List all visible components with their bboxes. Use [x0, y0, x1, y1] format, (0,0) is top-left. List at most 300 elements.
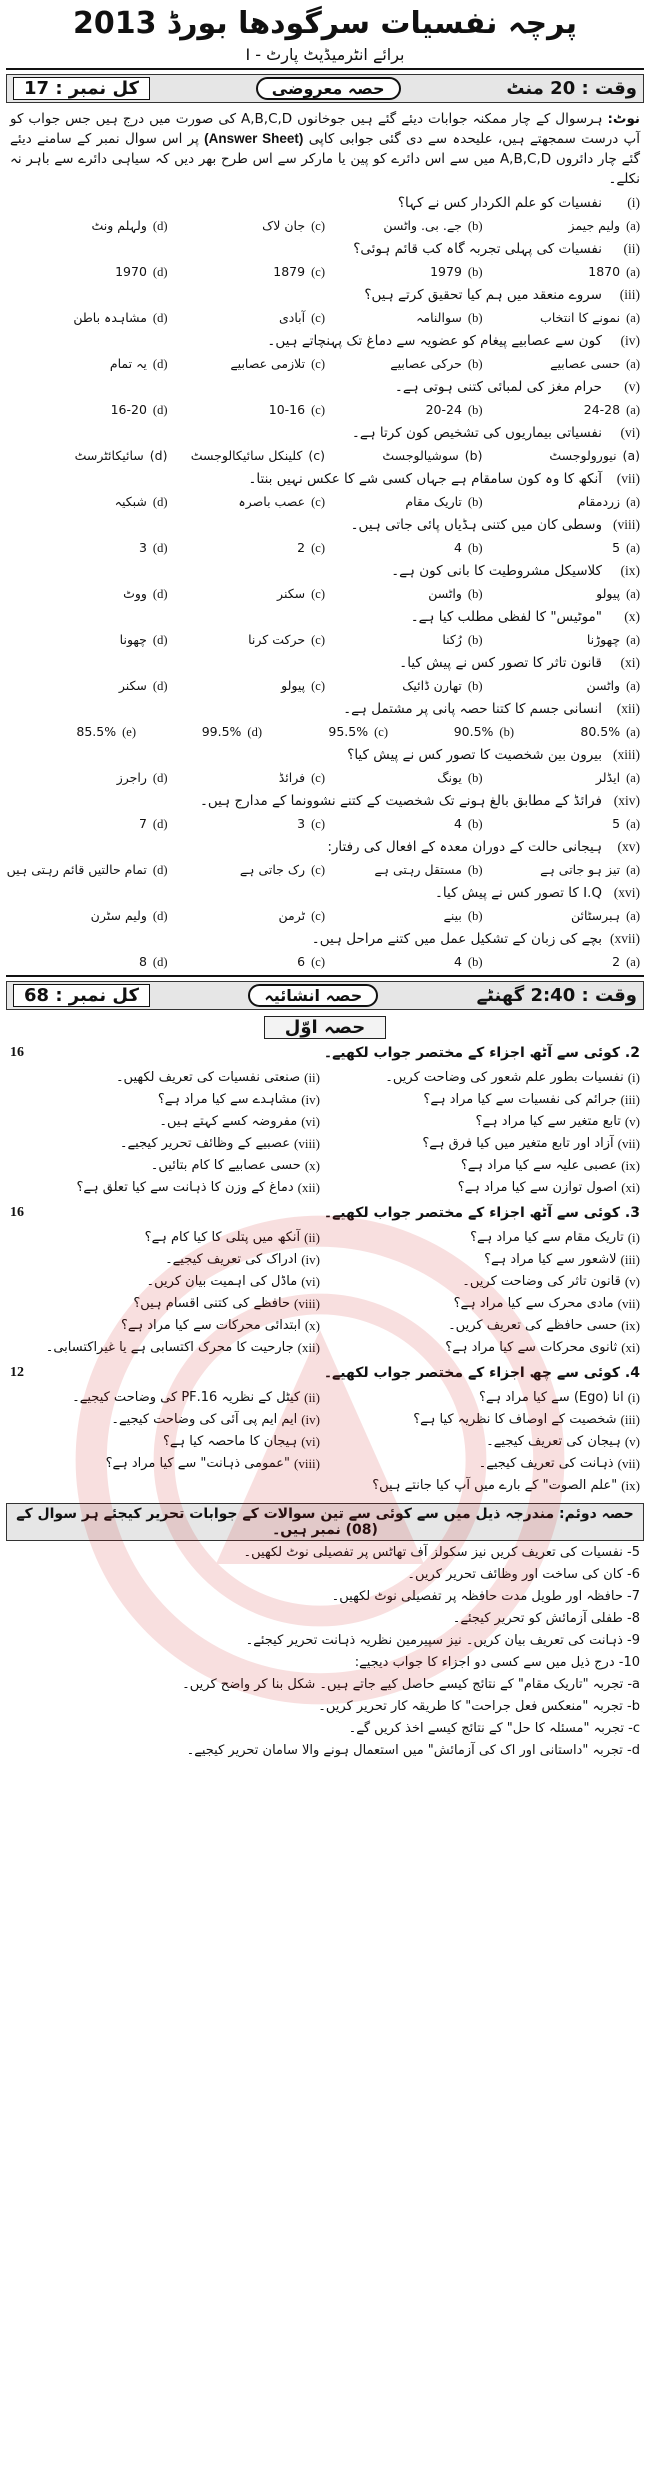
mcq-option	[168, 953, 326, 971]
question-text: سروے منعقد میں ہم کیا تحقیق کرتے ہیں؟	[364, 287, 602, 303]
mcq-option	[483, 953, 641, 971]
option-text: راجرز	[116, 770, 147, 785]
mcq-option	[168, 585, 326, 603]
mcq-question	[10, 883, 640, 903]
question-number: (v)	[624, 1114, 640, 1129]
question-number: (viii)	[294, 1136, 320, 1151]
question-text: ادراک کی تعریف کیجیے۔	[165, 1252, 298, 1267]
question-number: (vii)	[617, 1136, 640, 1151]
question-text: اصول توازن سے کیا مراد ہے؟	[457, 1180, 618, 1195]
mcq-options	[10, 723, 640, 741]
question-text: مشاہدے سے کیا مراد ہے؟	[157, 1092, 298, 1107]
option-text: رُکنا	[442, 632, 462, 647]
mcq-option	[325, 677, 483, 695]
option-letter: (c)	[311, 541, 325, 555]
question-text: قانون تاثر کی وضاحت کریں۔	[462, 1274, 621, 1289]
mcq-question	[10, 561, 640, 581]
mcq-option	[10, 401, 168, 419]
question-number: (vi)	[620, 425, 640, 440]
question-text: ہیجانی حالت کے دوران معدہ کے افعال کی رفتار:	[327, 839, 602, 855]
question-number: (vii)	[616, 471, 640, 486]
question-group-heading	[10, 1045, 640, 1061]
mcq-options	[10, 447, 640, 465]
option-text: حسی عصابیے	[550, 356, 621, 371]
question-number: (ix)	[620, 563, 640, 578]
note-answer-sheet: (Answer Sheet)	[204, 131, 304, 146]
mcq-option	[483, 861, 641, 879]
mcq-option	[483, 447, 641, 465]
option-text: ووٹ	[123, 586, 147, 601]
mcq-options	[10, 631, 640, 649]
option-letter: (a)	[626, 633, 640, 647]
question-text: وسطی کان میں کتنی ہڈیاں پائی جاتی ہیں۔	[350, 517, 602, 533]
question-text: کلاسیکل مشروطیت کا بانی کون ہے۔	[391, 563, 602, 579]
question-number: (i)	[627, 195, 640, 210]
short-question	[330, 1409, 640, 1431]
long-question: 5- نفسیات کی تعریف کریں نیز سکولز آف تھاٹس پر تفصیلی نوٹ لکھیں۔	[243, 1545, 640, 1560]
option-letter: (b)	[467, 771, 483, 785]
option-letter: (a)	[626, 817, 640, 831]
mcq-option	[483, 217, 641, 235]
option-letter: (b)	[467, 909, 483, 923]
option-letter: (d)	[152, 495, 168, 509]
option-text: نیورولوجسٹ	[549, 448, 617, 463]
option-text: سکنر	[277, 586, 306, 601]
option-text: تاریک مقام	[405, 494, 462, 509]
option-letter: (a)	[626, 725, 640, 739]
option-text: سوالنامہ	[416, 310, 462, 325]
mcq-option	[168, 907, 326, 925]
option-letter: (c)	[311, 817, 325, 831]
question-number: (v)	[624, 1274, 640, 1289]
mcq-option	[10, 953, 168, 971]
option-letter: (c)	[311, 955, 325, 969]
short-question	[330, 1111, 640, 1133]
option-text: 24-28	[583, 402, 621, 417]
option-letter: (d)	[152, 909, 168, 923]
question-text: دماغ کے وزن کا ذہانت سے کیا تعلق ہے؟	[76, 1180, 294, 1195]
mcq-option	[325, 769, 483, 787]
question-text: ثانوی محرکات سے کیا مراد ہے؟	[445, 1340, 618, 1355]
mcq-option	[483, 631, 641, 649]
question-number: (vii)	[617, 1456, 640, 1471]
question-number: (xvii)	[609, 931, 640, 946]
option-letter: (c)	[311, 771, 325, 785]
long-question-list	[0, 1543, 650, 1761]
divider	[6, 975, 644, 977]
question-text: ابتدائی محرکات سے کیا مراد ہے؟	[120, 1318, 301, 1333]
option-text: 4	[453, 540, 462, 555]
mcq-option	[483, 677, 641, 695]
mcq-option	[10, 263, 168, 281]
mcq-option	[10, 815, 168, 833]
mcq-option	[168, 769, 326, 787]
question-text: عصبی علیہ سے کیا مراد ہے؟	[460, 1158, 618, 1173]
question-text: فرائڈ کے مطابق بالغ ہونے تک شخصیت کے کتنے نشوونما کے مدارج ہیں۔	[200, 793, 602, 809]
option-letter: (c)	[311, 265, 325, 279]
objective-title: حصہ معروضی	[256, 77, 401, 100]
note-rest: پر اس سوال نمبر کے سامنے دیئے گئے چار دائروں A,B,C,D میں سے اس دائرے کو پین یا مارکر سے اس طرح بھر دیں کہ سیاہی دائرے سے باہر نہ نکلے۔	[10, 131, 640, 187]
question-number: (ii)	[304, 1230, 320, 1245]
option-text: 5	[612, 540, 621, 555]
mcq-question	[10, 837, 640, 857]
question-number: (x)	[304, 1318, 320, 1333]
mcq-option	[168, 355, 326, 373]
option-text: 4	[453, 954, 462, 969]
question-number: (x)	[304, 1158, 320, 1173]
option-letter: (d)	[152, 587, 168, 601]
option-letter: (c)	[311, 357, 325, 371]
option-text: ولیم سٹرن	[90, 908, 147, 923]
option-text: واٹسن	[586, 678, 621, 693]
question-number: (xii)	[297, 1340, 320, 1355]
mcq-list	[0, 193, 650, 971]
mcq-option	[168, 309, 326, 327]
short-question	[10, 1387, 320, 1409]
option-letter: (b)	[464, 448, 483, 463]
mcq-option	[325, 907, 483, 925]
mcq-question	[10, 423, 640, 443]
question-number: (iv)	[620, 333, 640, 348]
mcq-option	[10, 493, 168, 511]
option-text: سوشیالوجسٹ	[382, 448, 459, 463]
option-letter: (d)	[149, 448, 168, 463]
option-text: زردمقام	[577, 494, 621, 509]
option-letter: (d)	[152, 219, 168, 233]
option-text: تمام حالتیں قائم رہتی ہیں	[6, 862, 147, 877]
question-number: (ix)	[621, 1158, 640, 1173]
option-text: 95.5%	[328, 724, 369, 739]
option-letter: (b)	[467, 265, 483, 279]
long-question: 9- ذہانت کی تعریف بیان کریں۔ نیز سپیرمین نظریہ ذہانت تحریر کیجئے۔	[245, 1633, 640, 1648]
option-letter: (b)	[467, 357, 483, 371]
mcq-option	[6, 861, 168, 879]
short-question	[330, 1271, 640, 1293]
option-letter: (b)	[467, 863, 483, 877]
group-head-text: 4. کوئی سے چھ اجزاء کے مختصر جواب لکھیے۔	[323, 1365, 640, 1381]
short-question	[330, 1177, 640, 1199]
option-text: 4	[453, 816, 462, 831]
question-text: نفسیات بطور علم شعور کی وضاحت کریں۔	[385, 1070, 624, 1085]
question-number: (viii)	[612, 517, 640, 532]
option-text: پیولو	[281, 678, 306, 693]
question-number: (iii)	[619, 287, 640, 302]
mcq-option	[168, 631, 326, 649]
short-question	[10, 1337, 320, 1359]
objective-marks: کل نمبر : 17	[13, 77, 150, 100]
option-letter: (a)	[626, 495, 640, 509]
question-number: (iv)	[301, 1412, 320, 1427]
mcq-options	[10, 769, 640, 787]
question-number: (xiii)	[612, 747, 640, 762]
question-number: (i)	[627, 1070, 640, 1085]
question-number: (viii)	[294, 1456, 320, 1471]
part1-heading	[0, 1016, 650, 1039]
mcq-question	[10, 653, 640, 673]
short-question	[330, 1453, 640, 1475]
short-question	[10, 1249, 320, 1271]
option-text: مشاہدہ باطن	[73, 310, 147, 325]
question-number: (i)	[627, 1390, 640, 1405]
option-text: چھونا	[119, 632, 147, 647]
option-text: سکنر	[118, 678, 147, 693]
question-text: تابع متغیر سے کیا مراد ہے؟	[475, 1114, 621, 1129]
question-number: (i)	[627, 1230, 640, 1245]
mcq-question	[10, 239, 640, 259]
option-letter: (d)	[152, 311, 168, 325]
mcq-option	[483, 815, 641, 833]
question-text: مفروضہ کسے کہتے ہیں۔	[159, 1114, 298, 1129]
question-text: انا (Ego) سے کیا مراد ہے؟	[479, 1390, 624, 1405]
option-text: کلینکل سائیکالوجسٹ	[190, 448, 303, 463]
question-text: آزاد اور تابع متغیر میں کیا فرق ہے؟	[422, 1136, 614, 1151]
question-text: حرام مغز کی لمبائی کتنی ہوتی ہے۔	[394, 379, 602, 395]
mcq-question	[10, 745, 640, 765]
option-letter: (b)	[467, 633, 483, 647]
question-text: مادی محرک سے کیا مراد ہے؟	[453, 1296, 614, 1311]
question-number: (v)	[624, 1434, 640, 1449]
option-text: 90.5%	[453, 724, 494, 739]
option-letter: (c)	[311, 679, 325, 693]
short-question	[330, 1227, 640, 1249]
mcq-option	[136, 723, 262, 741]
mcq-options	[10, 309, 640, 327]
short-question	[330, 1249, 640, 1271]
option-text: 99.5%	[201, 724, 242, 739]
short-question	[330, 1089, 640, 1111]
group-head-text: 2. کوئی سے آٹھ اجزاء کے مختصر جواب لکھیے۔	[323, 1045, 640, 1061]
option-letter: (e)	[122, 725, 136, 739]
mcq-option	[10, 217, 168, 235]
option-text: ولہلم ونٹ	[91, 218, 147, 233]
option-letter: (a)	[626, 265, 640, 279]
question-text: تاریک مقام سے کیا مراد ہے؟	[470, 1230, 624, 1245]
mcq-option	[483, 355, 641, 373]
short-question	[10, 1227, 320, 1249]
option-text: مستقل رہتی ہے	[374, 862, 462, 877]
long-question: a- تجربہ "تاریک مقام" کے نتائج کیسے حاصل کیے جاتے ہیں۔ شکل بنا کر واضح کریں۔	[182, 1677, 640, 1692]
option-text: 1970	[115, 264, 147, 279]
option-text: پیولو	[596, 586, 621, 601]
mcq-option	[483, 263, 641, 281]
option-text: جان لاک	[262, 218, 306, 233]
question-group-heading	[10, 1205, 640, 1221]
option-text: تھارن ڈائیک	[402, 678, 462, 693]
mcq-question	[10, 469, 640, 489]
mcq-option	[325, 263, 483, 281]
question-group-heading	[10, 1365, 640, 1381]
question-text: شخصیت کے اوصاف کا نظریہ کیا ہے؟	[413, 1412, 617, 1427]
mcq-options	[10, 355, 640, 373]
long-question: b- تجربہ "منعکس فعل جراحت" کا طریقہ کار تحریر کریں۔	[318, 1699, 640, 1714]
option-letter: (b)	[467, 955, 483, 969]
option-text: 5	[612, 816, 621, 831]
mcq-option	[483, 769, 641, 787]
question-grid	[10, 1067, 640, 1199]
mcq-option	[10, 309, 168, 327]
option-letter: (d)	[152, 817, 168, 831]
option-letter: (c)	[311, 863, 325, 877]
question-number: (v)	[624, 379, 640, 394]
long-question: d- تجربہ "داستانی اور اک کی آزمائش" میں استعمال ہونے والا سامان تحریر کیجیے۔	[186, 1743, 640, 1758]
short-question	[330, 1293, 640, 1315]
short-question	[10, 1315, 320, 1337]
question-text: "علم الصوت" کے بارے میں آپ کیا جانتے ہیں؟	[372, 1478, 618, 1493]
mcq-options	[10, 907, 640, 925]
mcq-option	[168, 815, 326, 833]
question-text: کون سے عصابیے پیغام کو عضویہ سے دماغ تک پہنچاتے ہیں۔	[267, 333, 602, 349]
part1-title: حصہ اوّل	[264, 1016, 387, 1039]
option-letter: (b)	[467, 403, 483, 417]
option-text: ہبرسٹائن	[571, 908, 621, 923]
mcq-options	[10, 585, 640, 603]
option-text: حرکی عصابیے	[390, 356, 462, 371]
mcq-options	[10, 953, 640, 971]
mcq-option	[10, 539, 168, 557]
mcq-option	[483, 401, 641, 419]
option-letter: (c)	[311, 403, 325, 417]
short-question	[10, 1453, 320, 1475]
option-text: حرکت کرنا	[248, 632, 306, 647]
objective-header-band	[6, 74, 644, 103]
option-letter: (b)	[467, 541, 483, 555]
question-number: (xi)	[621, 1180, 640, 1195]
short-question	[10, 1271, 320, 1293]
objective-time: وقت : 20 منٹ	[506, 78, 637, 99]
question-text: حسی عصابیے کا کام بتائیں۔	[150, 1158, 301, 1173]
question-text: نفسیات کو علم الکردار کس نے کہا؟	[397, 195, 602, 211]
mcq-option	[483, 539, 641, 557]
question-text: آنکھ کا وہ کون سامقام ہے جہاں کسی شے کا عکس نہیں بنتا۔	[248, 471, 602, 487]
mcq-option	[325, 815, 483, 833]
mcq-option	[10, 677, 168, 695]
option-text: 6	[297, 954, 306, 969]
mcq-option	[483, 493, 641, 511]
mcq-option	[168, 401, 326, 419]
option-letter: (a)	[626, 863, 640, 877]
option-letter: (d)	[152, 403, 168, 417]
mcq-question	[10, 285, 640, 305]
question-text: نفسیات کی پہلی تجربہ گاہ کب قائم ہوئی؟	[353, 241, 602, 257]
option-text: 16-20	[110, 402, 147, 417]
mcq-question	[10, 607, 640, 627]
option-text: 3	[138, 540, 147, 555]
question-number: (xi)	[621, 1340, 640, 1355]
mcq-option	[10, 585, 168, 603]
option-letter: (a)	[626, 679, 640, 693]
mcq-option	[325, 447, 483, 465]
option-text: 1870	[588, 264, 621, 279]
mcq-option	[388, 723, 514, 741]
short-question	[10, 1177, 320, 1199]
question-number: (iii)	[620, 1412, 640, 1427]
short-question	[10, 1089, 320, 1111]
mcq-options	[10, 493, 640, 511]
question-text: بیرون بین شخصیت کا تصور کس نے پیش کیا؟	[347, 747, 602, 763]
option-text: ولیم جیمز	[568, 218, 621, 233]
question-number: (xii)	[616, 701, 640, 716]
instructions-note	[10, 109, 640, 189]
question-text: قانون تاثر کا تصور کس نے پیش کیا۔	[399, 655, 602, 671]
short-question	[330, 1387, 640, 1409]
mcq-question	[10, 699, 640, 719]
question-text: حافظے کی کتنی اقسام ہیں؟	[133, 1296, 290, 1311]
option-letter: (c)	[308, 448, 325, 463]
option-text: بینے	[443, 908, 462, 923]
question-number: (iv)	[301, 1092, 320, 1107]
mcq-option	[483, 907, 641, 925]
option-text: تیز ہو جاتی ہے	[540, 862, 621, 877]
mcq-option	[10, 631, 168, 649]
mcq-option	[262, 723, 388, 741]
group-marks: 12	[10, 1365, 24, 1380]
option-text: ایڈلر	[595, 770, 621, 785]
option-letter: (c)	[311, 909, 325, 923]
mcq-option	[514, 723, 640, 741]
short-question-groups	[0, 1045, 650, 1497]
option-letter: (d)	[152, 357, 168, 371]
long-question: c- تجربہ "مسئلہ کا حل" کے نتائج کیسے اخذ کریں گے۔	[348, 1721, 640, 1736]
option-letter: (b)	[467, 495, 483, 509]
mcq-option	[325, 217, 483, 235]
question-number: (iv)	[301, 1252, 320, 1267]
divider	[6, 68, 644, 70]
question-text: "عمومی ذہانت" سے کیا مراد ہے؟	[105, 1456, 290, 1471]
mcq-option	[325, 355, 483, 373]
short-question	[10, 1067, 320, 1089]
mcq-option	[10, 907, 168, 925]
mcq-option	[168, 217, 326, 235]
option-letter: (b)	[467, 311, 483, 325]
option-text: چھوڑنا	[586, 632, 621, 647]
question-text: ذہانت کی تعریف کیجیے۔	[478, 1456, 614, 1471]
option-letter: (d)	[152, 541, 168, 555]
mcq-question	[10, 331, 640, 351]
option-letter: (d)	[152, 265, 168, 279]
option-text: 85.5%	[76, 724, 117, 739]
long-question: 7- حافظہ اور طویل مدت حافظہ پر تفصیلی نوٹ لکھیں۔	[331, 1589, 640, 1604]
option-text: سائیکائٹرسٹ	[74, 448, 144, 463]
option-letter: (a)	[626, 909, 640, 923]
question-number: (x)	[624, 609, 640, 624]
short-question	[330, 1337, 640, 1359]
short-question	[330, 1431, 640, 1453]
option-letter: (d)	[152, 863, 168, 877]
mcq-option	[325, 309, 483, 327]
option-letter: (a)	[622, 448, 640, 463]
option-letter: (c)	[311, 587, 325, 601]
mcq-option	[10, 769, 168, 787]
option-text: 7	[138, 816, 147, 831]
option-text: فرائڈ	[278, 770, 306, 785]
subjective-time: وقت : 2:40 گھنٹے	[476, 985, 637, 1006]
option-letter: (c)	[311, 495, 325, 509]
question-number: (xiv)	[613, 793, 640, 808]
option-letter: (a)	[626, 771, 640, 785]
mcq-options	[10, 401, 640, 419]
question-text: حسی حافظے کی تعریف کریں۔	[448, 1318, 618, 1333]
mcq-option	[325, 631, 483, 649]
question-text: نفسیاتی بیماریوں کی تشخیص کون کرتا ہے۔	[351, 425, 602, 441]
option-text: 8	[138, 954, 147, 969]
mcq-option	[168, 447, 326, 465]
question-text: آنکھ میں پتلی کا کیا کام ہے؟	[144, 1230, 301, 1245]
paper-subtitle: برائے انٹرمیڈیٹ پارٹ - I	[245, 45, 405, 64]
question-number: (vi)	[301, 1434, 320, 1449]
option-text: 10-16	[268, 402, 306, 417]
question-number: (xv)	[617, 839, 640, 854]
mcq-options	[6, 861, 640, 879]
